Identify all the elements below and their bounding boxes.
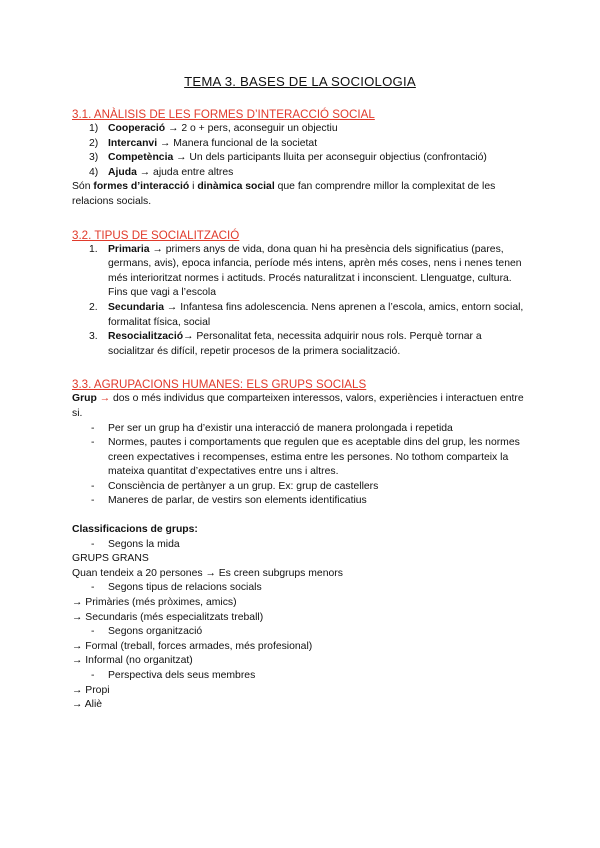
arrow-icon: → [139, 166, 151, 178]
arrow-icon: → [72, 699, 83, 711]
list-item: → Secundaris (més especialitzats treball) [72, 611, 264, 623]
list-item: - Maneres de parlar, de vestirs son elements identificatius [91, 495, 367, 507]
list-item: → Formal (treball, forces armades, més profesional) [72, 640, 313, 652]
list-item: 3) Competència → Un dels participants lluita per aconseguir objectius (confrontació) [89, 152, 487, 164]
list-item: - Normes, pautes i comportaments que regulen que es aceptable dins del grup, les normes creen expectatives i recompenses, estima entre les persones. No tothom comparteix la mateixa quantitat d’expectatives entre uns i altres. [91, 437, 520, 478]
arrow-icon: → [176, 152, 187, 164]
list-item: - Segons tipus de relacions socials [91, 582, 262, 594]
grup-characteristics-list [72, 422, 528, 510]
list-item: 4) Ajuda → ajuda entre altres [89, 166, 234, 178]
list-item: - Consciència de pertànyer a un grup. Ex: grup de castellers [91, 480, 379, 492]
term: Resocialització [108, 331, 184, 343]
grups-grans-label: GRUPS GRANS [72, 553, 149, 565]
classification-heading: Classificacions de grups: [72, 524, 198, 536]
section-heading-3-3: 3.3. AGRUPACIONS HUMANES: ELS GRUPS SOCIALS [72, 378, 367, 392]
list-item: 2) Intercanvi → Manera funcional de la societat [89, 137, 318, 149]
summary-paragraph: Són formes d’interacció i dinàmica social que fan comprendre millor la complexitat de les relacions socials. [72, 181, 496, 207]
list-item: 3. Resocialització→ Personalitat feta, necessita adquirir nous rols. Perquè tornar a socialitzar és difícil, repetir procesos de la primera socialització. [89, 331, 482, 357]
list-item: - Segons la mida [91, 538, 180, 550]
list-item: → Informal (no organitzat) [72, 655, 193, 667]
term: Competència [108, 152, 174, 164]
term: Ajuda [108, 166, 137, 178]
term: Cooperació [108, 123, 166, 134]
arrow-icon: → [72, 597, 83, 609]
section-heading-3-2: 3.2. TIPUS DE SOCIALITZACIÓ [72, 228, 240, 242]
page-title: TEMA 3. BASES DE LA SOCIOLOGIA [184, 74, 416, 89]
list-item: → Primàries (més pròximes, amics) [72, 597, 237, 609]
arrow-icon: → [72, 611, 83, 623]
term: Secundaria [108, 301, 165, 313]
arrow-icon: → [99, 393, 111, 405]
term: Primaria [108, 243, 150, 255]
section-heading-3-1: 3.1. ANÀLISIS DE LES FORMES D’INTERACCIÓ SOCIAL [72, 108, 375, 121]
term: Intercanvi [108, 137, 158, 149]
arrow-icon: → [205, 567, 216, 579]
document-page [72, 74, 528, 713]
arrow-icon: → [159, 137, 171, 149]
list-item: - Perspectiva dels seus membres [91, 670, 256, 681]
arrow-icon: → [168, 123, 179, 134]
grups-grans-text: Quan tendeix a 20 persones → Es creen subgrups menors [72, 567, 343, 579]
arrow-icon: → [72, 640, 83, 652]
list-item: → Aliè [72, 699, 103, 711]
list-item: → Propi [72, 684, 110, 696]
arrow-icon: → [72, 684, 83, 696]
arrow-icon: → [72, 655, 83, 667]
list-item: 2. Secundaria → Infantesa fins adolescencia. Nens aprenen a l’escola, amics, entorn social, formalitat física, social [89, 301, 524, 328]
grup-definition: Grup → dos o més individus que comparteixen interessos, valors, experiències i interactuen entre si. [72, 393, 524, 419]
interaction-forms-list [72, 122, 528, 180]
list-item: 1) Cooperació → 2 o + pers, aconseguir un objectiu [89, 123, 338, 134]
list-item: - Segons organització [91, 626, 203, 638]
socialization-types-list [72, 243, 528, 360]
list-item: - Per ser un grup ha d’existir una interacció de manera prolongada i repetida [91, 422, 453, 434]
list-item: 1. Primaria → primers anys de vida, dona quan hi ha presència dels significatius (pares, germans, avis), epoca infancia, període més intens, aprèn més coses, nens i nenes tenen més interioritzat normes i actituds. Procés naturalitzat i inconscient. Llenguatge, cultura. Fins que vagi a l’escola [89, 243, 522, 299]
